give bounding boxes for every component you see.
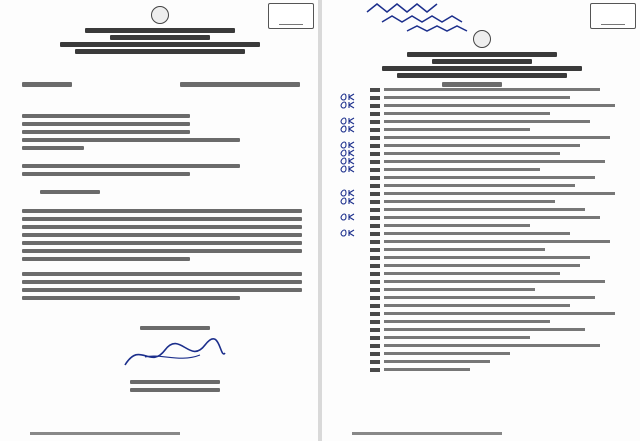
item-text [384,256,590,259]
list-item [370,294,632,302]
left-document-page [0,0,318,441]
item-number [370,304,380,308]
text-line [22,114,190,118]
handwritten-check-icon [340,125,356,133]
list-item [370,326,632,334]
item-text [384,112,550,115]
item-text [384,304,570,307]
handwritten-check-icon [340,93,356,101]
footer-address [352,432,502,435]
text-line [22,209,302,213]
item-text [384,176,595,179]
list-item [370,86,632,94]
text-line [40,190,100,194]
item-number [370,168,380,172]
list-item [370,118,632,126]
folio-stamp-icon [268,3,314,29]
item-number [370,120,380,124]
text-line [22,272,302,276]
list-item [370,94,632,102]
item-text [384,360,490,363]
item-text [384,264,580,267]
text-line [22,280,302,284]
list-item [370,214,632,222]
item-number [370,360,380,364]
item-text [384,216,600,219]
footer-address [30,432,180,435]
item-text [384,96,570,99]
list-item [370,126,632,134]
text-line [22,138,240,142]
item-number [370,96,380,100]
item-number [370,144,380,148]
text-line [22,233,302,237]
item-text [384,168,540,171]
list-item [370,102,632,110]
item-text [384,336,530,339]
item-text [384,312,615,315]
item-number [370,152,380,156]
item-number [370,296,380,300]
text-line [22,241,302,245]
item-number [370,336,380,340]
letterhead-line [382,66,582,71]
list-item [370,230,632,238]
letterhead-line [432,59,532,64]
handwritten-check-icon [340,101,356,109]
folio-number-field [279,12,303,25]
handwritten-note-icon [362,0,502,34]
handwritten-check-icon [340,157,356,165]
list-item [370,166,632,174]
list-item [370,302,632,310]
text-line [22,257,190,261]
list-item [370,222,632,230]
text-line [130,380,220,384]
item-number [370,312,380,316]
list-item [370,262,632,270]
item-text [384,200,555,203]
item-text [384,104,615,107]
item-number [370,184,380,188]
text-line [22,122,190,126]
list-item [370,134,632,142]
list-item [370,246,632,254]
item-number [370,256,380,260]
folio-stamp-icon [590,3,636,29]
list-item [370,366,632,374]
text-line [22,82,72,87]
item-number [370,240,380,244]
item-text [384,288,535,291]
item-number [370,160,380,164]
list-item [370,190,632,198]
item-text [384,232,570,235]
body-paragraph-2 [22,268,302,300]
item-text [384,136,610,139]
handwritten-check-icon [340,149,356,157]
item-number [370,200,380,204]
item-text [384,344,600,347]
signatory-block [130,376,220,392]
list-item [370,286,632,294]
list-item [370,318,632,326]
state-crest-icon [151,6,169,24]
list-item [370,174,632,182]
state-crest-icon [473,30,491,48]
list-item [370,342,632,350]
item-number [370,176,380,180]
list-item [370,198,632,206]
item-text [384,224,530,227]
list-item [370,310,632,318]
item-number [370,344,380,348]
item-number [370,328,380,332]
item-number [370,264,380,268]
item-text [384,248,545,251]
letterhead-line [407,52,557,57]
item-text [384,368,470,371]
list-item [370,110,632,118]
items-list [370,86,632,374]
item-text [384,320,550,323]
text-line [22,288,302,292]
right-document-page [322,0,640,441]
handwritten-check-icon [340,229,356,237]
item-number [370,352,380,356]
item-number [370,104,380,108]
closing [140,322,210,330]
subject-block [22,160,302,176]
item-text [384,184,575,187]
item-text [384,240,610,243]
list-item [370,270,632,278]
item-text [384,152,560,155]
list-item [370,278,632,286]
item-number [370,320,380,324]
text-line [22,130,190,134]
list-item [370,350,632,358]
list-item [370,238,632,246]
handwritten-signature-icon [120,335,230,375]
letterhead [382,50,582,78]
item-text [384,160,605,163]
text-line [22,296,240,300]
list-item [370,358,632,366]
list-item [370,334,632,342]
handwritten-check-icon [340,189,356,197]
item-text [384,144,580,147]
item-number [370,192,380,196]
text-line [180,82,300,87]
letterhead-line [75,49,245,54]
handwritten-check-icon [340,141,356,149]
item-number [370,368,380,372]
text-line [22,225,302,229]
text-line [22,172,190,176]
item-number [370,208,380,212]
text-line [130,388,220,392]
letterhead-line [110,35,210,40]
item-number [370,88,380,92]
body-paragraph-1 [22,205,302,261]
item-text [384,120,590,123]
letterhead [60,26,260,54]
handwritten-check-icon [340,117,356,125]
list-item [370,182,632,190]
handwritten-check-icon [340,213,356,221]
handwritten-check-icon [340,165,356,173]
item-text [384,192,615,195]
item-number [370,128,380,132]
item-text [384,88,600,91]
date-line [180,78,300,87]
item-number [370,248,380,252]
item-text [384,328,585,331]
folio-number-field [601,12,625,25]
handwritten-check-icon [340,197,356,205]
salutation [40,186,100,194]
letterhead-line [85,28,235,33]
item-number [370,232,380,236]
list-item [370,142,632,150]
letterhead-line [60,42,260,47]
item-number [370,216,380,220]
item-number [370,288,380,292]
text-line [140,326,210,330]
item-text [384,296,595,299]
text-line [22,249,302,253]
list-item [370,254,632,262]
text-line [22,217,302,221]
item-text [384,128,530,131]
item-number [370,272,380,276]
item-text [384,208,585,211]
list-item [370,158,632,166]
text-line [22,146,84,150]
item-text [384,352,510,355]
text-line [22,164,240,168]
item-text [384,280,605,283]
list-item [370,206,632,214]
list-item [370,150,632,158]
item-text [384,272,560,275]
item-number [370,112,380,116]
addressee-block [22,110,302,150]
item-number [370,224,380,228]
item-number [370,280,380,284]
item-number [370,136,380,140]
